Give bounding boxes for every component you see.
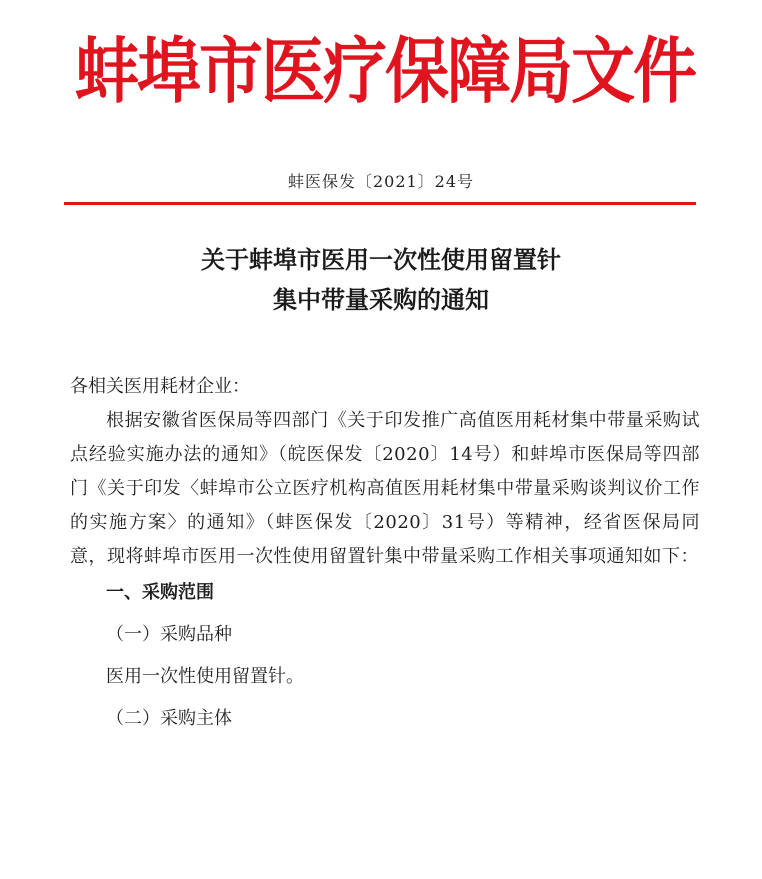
title-line-1: 关于蚌埠市医用一次性使用留置针 [201, 246, 561, 274]
salutation: 各相关医用耗材企业： [70, 376, 250, 397]
red-divider-line [64, 202, 696, 205]
section-heading-1: 一、采购范围 [106, 582, 214, 603]
title-line-2: 集中带量采购的通知 [273, 286, 489, 314]
subsection-heading-1: （一）采购品种 [106, 624, 232, 645]
agency-masthead: 蚌埠市医疗保障局文件 [75, 30, 695, 114]
subsection-text-1: 医用一次性使用留置针。 [106, 666, 304, 687]
subsection-heading-2: （二）采购主体 [106, 708, 232, 729]
document-number: 蚌医保发〔2021〕24号 [287, 172, 475, 191]
document-title [0, 240, 762, 320]
intro-paragraph: 根据安徽省医保局等四部门《关于印发推广高值医用耗材集中带量采购试点经验实施办法的通知》（皖医保发〔2020〕14号）和蚌埠市医保局等四部门《关于印发〈蚌埠市公立医疗机构高值医用耗材集中带量采购谈判议价工作的实施方案〉的通知》（蚌医保发〔2020〕31号）等精神，经省医保局同意，现将蚌埠市医用一次性使用留置针集中带量采购工作相关事项通知如下： [70, 410, 700, 567]
document-body [70, 370, 700, 736]
